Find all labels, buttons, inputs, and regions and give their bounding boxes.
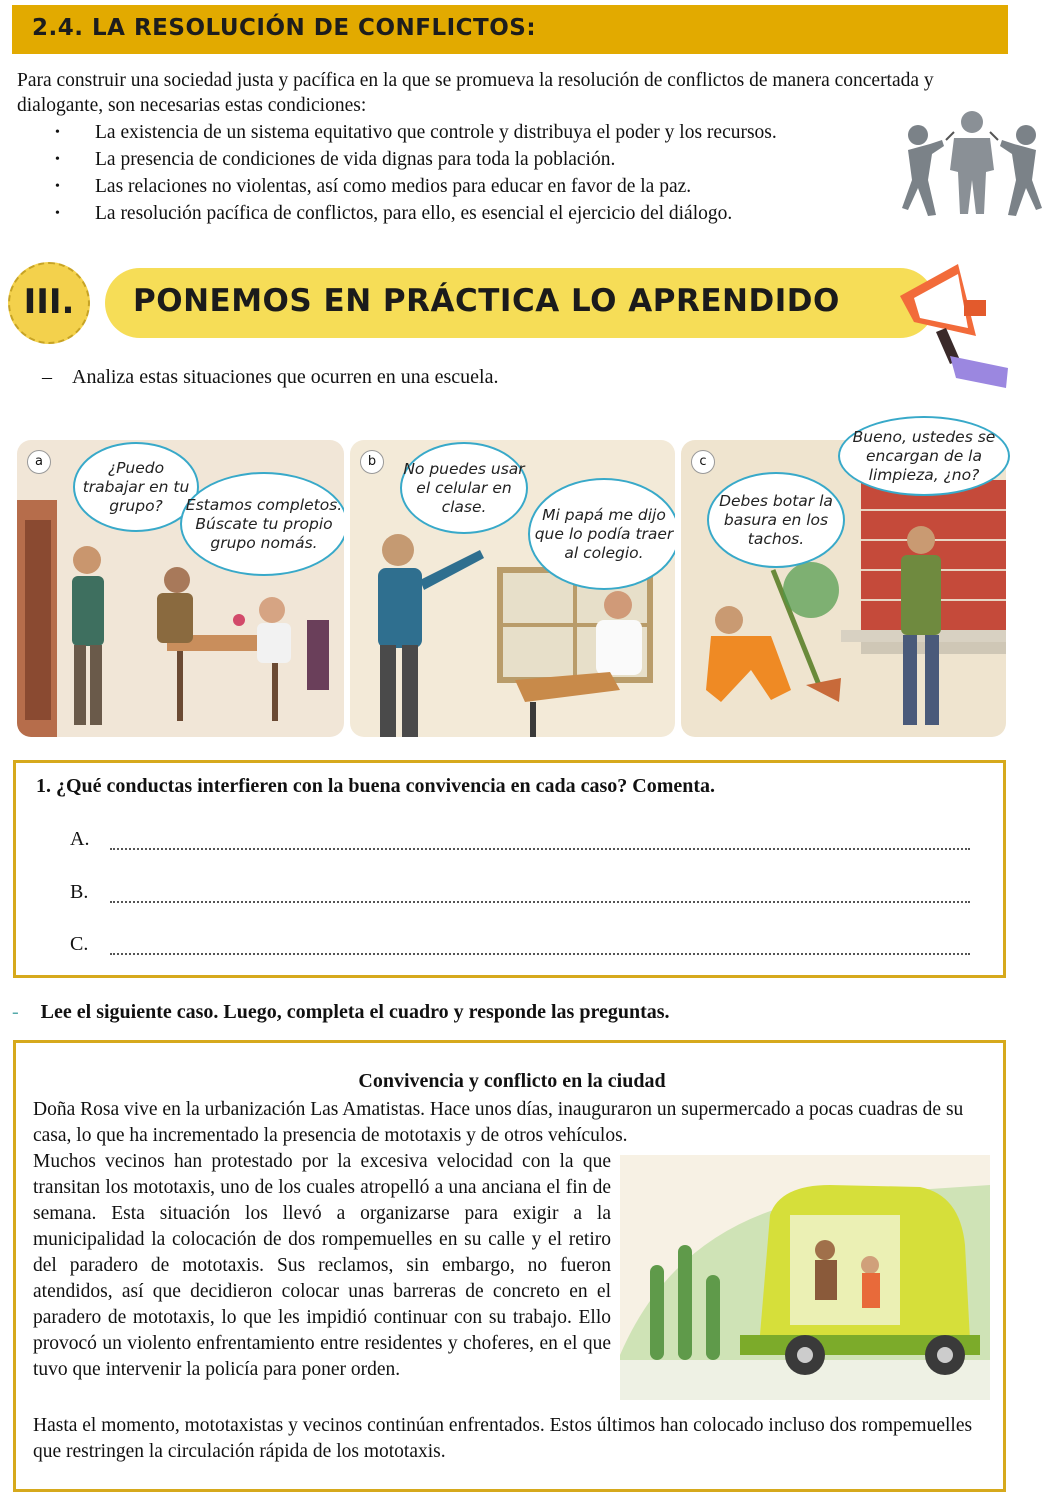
megaphone-icon	[880, 258, 1010, 388]
section-number-badge	[8, 262, 90, 344]
option-label: A.	[70, 828, 90, 850]
banner-title: PONEMOS EN PRÁCTICA LO APRENDIDO	[133, 283, 840, 319]
list-item: • La resolución pacífica de conflictos, para ello, es esencial el ejercicio del diálogo.	[55, 200, 915, 227]
answer-line-c[interactable]	[110, 953, 970, 955]
instruction-label: Analiza estas situaciones que ocurren en una escuela.	[72, 366, 499, 388]
panel-label: c	[691, 450, 715, 474]
panel-label: b	[360, 450, 384, 474]
list-item: • La presencia de condiciones de vida dignas para toda la población.	[55, 146, 915, 173]
section-title: 2.4. LA RESOLUCIÓN DE CONFLICTOS:	[32, 15, 537, 41]
option-label: B.	[70, 881, 89, 903]
question-text: 1. ¿Qué conductas interfieren con la buena convivencia en cada caso? Comenta.	[36, 775, 716, 797]
intro-paragraph: Para construir una sociedad justa y pacífica en la que se promueva la resolución de conflictos de manera concertada y dialogante, son necesarias estas condiciones:	[17, 70, 934, 116]
reading-instruction-text: Lee el siguiente caso. Luego, completa el cuadro y responde las preguntas.	[40, 1001, 670, 1023]
conditions-list	[55, 119, 915, 227]
speech-bubble: Mi papá me dijo que lo podía traer al colegio.	[528, 478, 675, 590]
case-title: Convivencia y conflicto en la ciudad	[358, 1070, 666, 1092]
panel-label: a	[27, 450, 51, 474]
speech-bubble: Bueno, ustedes se encargan de la limpieza, ¿no?	[838, 416, 1010, 496]
answer-line-a[interactable]	[110, 848, 970, 850]
mototaxi-illustration	[620, 1155, 990, 1400]
answer-line-b[interactable]	[110, 901, 970, 903]
practice-banner	[105, 268, 935, 338]
comic-panel-b	[350, 440, 675, 737]
comic-panel-a	[17, 440, 344, 737]
speech-bubble: No puedes usar el celular en clase.	[400, 442, 528, 534]
conflict-people-illustration	[898, 110, 1048, 222]
bullet-dash: -	[12, 1001, 19, 1023]
speech-bubble: ¿Puedo trabajar en tu grupo?	[73, 442, 199, 532]
speech-bubble: Estamos completos. Búscate tu propio grupo nomás.	[180, 472, 344, 576]
speech-bubble: Debes botar la basura en los tachos.	[707, 472, 845, 568]
list-item: • Las relaciones no violentas, así como medios para educar en favor de la paz.	[55, 173, 915, 200]
option-label: C.	[70, 933, 89, 955]
list-item: • La existencia de un sistema equitativo que controle y distribuya el poder y los recursos.	[55, 119, 915, 146]
section-header	[12, 5, 1008, 54]
case-paragraph-3: Hasta el momento, mototaxistas y vecinos continúan enfrentados. Estos últimos han colocado incluso dos rompemuelles que restringen la circulación rápida de los mototaxis.	[33, 1415, 973, 1462]
case-paragraph-2: Muchos vecinos han protestado por la excesiva velocidad con la que transitan los mototaxis, uno de los cuales atropelló a una anciana el fin de semana. Esta situación los llevó a organizarse para exigir a la municipalidad la colocación de dos rompemuelles en su calle y el retiro del paradero de mototaxis. Sus reclamos, sin embargo, no fueron atendidos, así que decidieron colocar unas barreras de concreto en el paradero de mototaxis, lo que les impidió continuar con su trabajo. Ello provocó un violento enfrentamiento entre residentes y choferes, en el que tuvo que intervenir la policía para poner orden.	[33, 1151, 611, 1380]
reading-instruction	[12, 1001, 670, 1024]
section-number: III.	[23, 282, 75, 322]
case-paragraph-1: Doña Rosa vive en la urbanización Las Amatistas. Hace unos días, inauguraron un supermercado a pocas cuadras de su casa, lo que ha incrementado la presencia de mototaxis y de otros vehículos.	[33, 1099, 964, 1146]
instruction-text: – Analiza estas situaciones que ocurren en una escuela.	[42, 366, 499, 388]
